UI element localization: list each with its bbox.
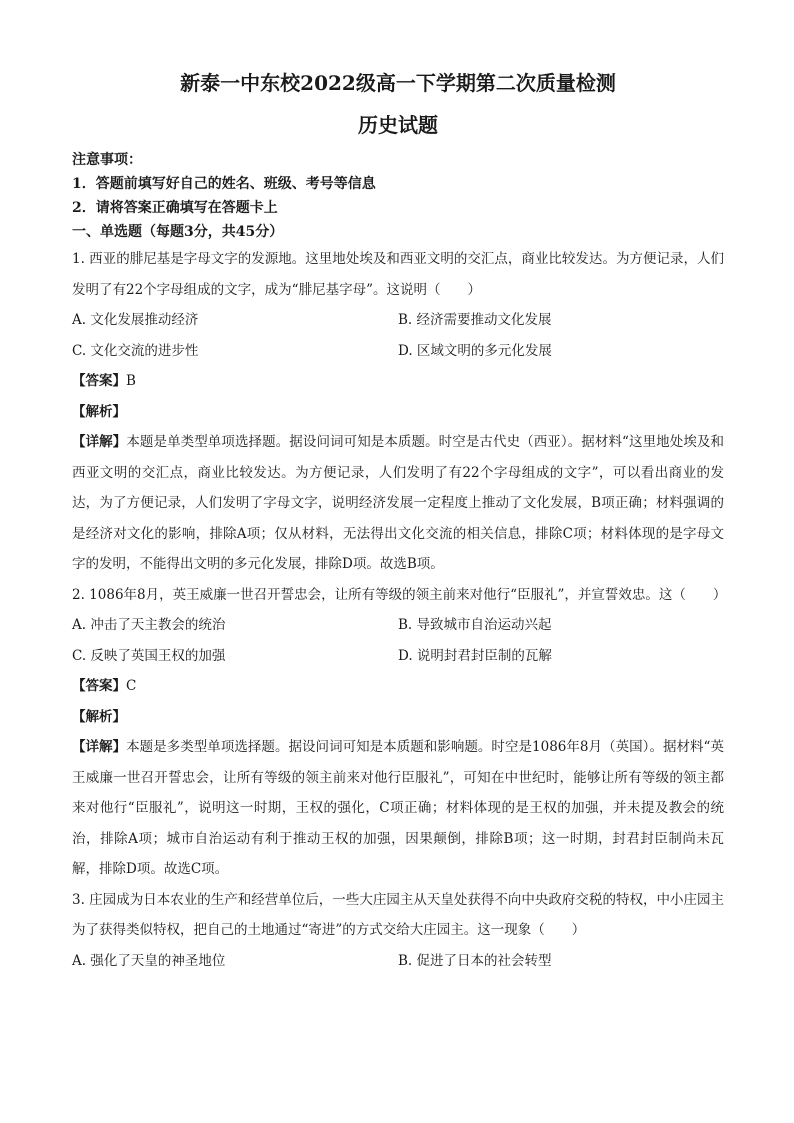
question-1 [72, 244, 724, 580]
option-d: D. 区域文明的多元化发展 [398, 342, 552, 359]
option-row [72, 610, 724, 641]
page-subtitle: 历史试题 [358, 113, 438, 137]
option-row [72, 305, 724, 336]
question-2 [72, 580, 727, 885]
option-b: B. 促进了日本的社会转型 [398, 952, 552, 969]
detail-text: 本题是单类型单项选择题。据设问词可知是本质题。时空是古代史（西亚）。据材料“这里地处埃及和西亚文明的交汇点，商业比较发达。为方便记录，人们发明了有22个字母组成的文字”，可以看出商业的发达，为了方便记录，人们发明了字母文字，说明经济发展一定程度上推动了文化发展，B项正确；材料强调的是经济对文化的影响，排除A项；仅从材料，无法得出文化交流的相关信息，排除C项；材料体现的是字母文字的发明，不能得出文明的多元化发展，排除D项。故选B项。 [72, 434, 725, 572]
section-title: 一、单选题（每题3分，共45分） [72, 224, 284, 240]
option-a: A. 冲击了天主教会的统治 [72, 617, 226, 633]
answer-label: 【答案】 [72, 373, 126, 389]
analysis-label: 【解析】 [72, 403, 126, 420]
answer-line [72, 671, 724, 702]
question-stem: 3. 庄园成为日本农业的生产和经营单位后，一些大庄园主从天皇处获得不向中央政府交税的特权，中小庄园主为了获得类似特权，把自己的土地通过“寄进”的方式交给大庄园主。这一现象（ ） [72, 891, 724, 938]
option-c: C. 反映了英国王权的加强 [72, 647, 226, 664]
notice-heading: 注意事项： [72, 152, 142, 168]
notice-item-1: 1．答题前填写好自己的姓名、班级、考号等信息 [72, 176, 376, 192]
question-stem: 1. 西亚的腓尼基是字母文字的发源地。这里地处埃及和西亚文明的交汇点，商业比较发达。为方便记录，人们发明了有22个字母组成的文字，成为“腓尼基字母”。这说明（ ） [72, 251, 724, 298]
answer-value: B [126, 373, 136, 389]
detail-label: 【详解】 [72, 434, 127, 450]
analysis-label: 【解析】 [72, 708, 126, 725]
answer-label: 【答案】 [72, 678, 126, 694]
answer-value: C [126, 678, 137, 694]
option-a: A. 强化了天皇的神圣地位 [72, 952, 226, 969]
notice-item-2: 2．请将答案正确填写在答题卡上 [72, 200, 278, 216]
question-3 [72, 885, 724, 977]
detail-paragraph [72, 427, 724, 580]
option-row [72, 946, 724, 977]
option-b: B. 导致城市自治运动兴起 [398, 617, 552, 633]
exam-page [72, 66, 727, 976]
option-b: B. 经济需要推动文化发展 [398, 312, 552, 328]
analysis-line [72, 702, 724, 733]
answer-line [72, 366, 724, 397]
detail-text: 本题是多类型单项选择题。据设问词可知是本质题和影响题。时空是1086年8月（英国）。据材料“英王威廉一世召开誓忠会，让所有等级的领主前来对他行臣服礼”，可知在中世纪时，能够让所有等级的领主都来对他行“臣服礼”，说明这一时期，王权的强化，C项正确；材料体现的是王权的加强，并未提及教会的统治，排除A项；城市自治运动有利于推动王权的加强，因果颠倒，排除B项；这一时期，封君封臣制尚未瓦解，排除D项。故选C项。 [72, 739, 724, 877]
page-title: 新泰一中东校2022级高一下学期第二次质量检测 [180, 71, 616, 95]
detail-label: 【详解】 [72, 739, 127, 755]
option-row [72, 336, 724, 367]
detail-paragraph [72, 732, 724, 885]
question-stem: 2. 1086年8月，英王威廉一世召开誓忠会，让所有等级的领主前来对他行“臣服礼”，并宣誓效忠。这（ ） [72, 586, 727, 603]
option-a: A. 文化发展推动经济 [72, 312, 199, 328]
analysis-line [72, 397, 724, 428]
option-c: C. 文化交流的进步性 [72, 342, 199, 359]
option-d: D. 说明封君封臣制的瓦解 [398, 647, 552, 664]
option-row [72, 641, 724, 672]
